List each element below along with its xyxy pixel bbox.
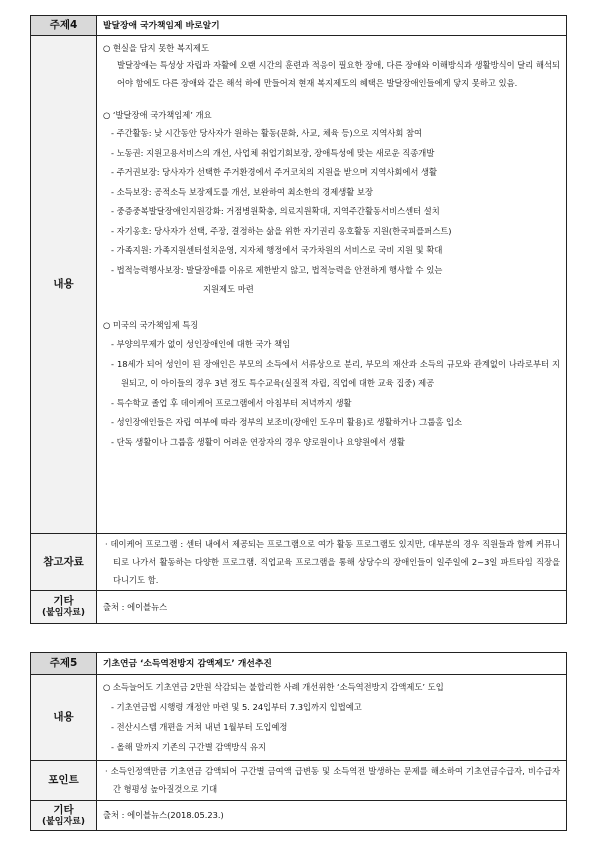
list-item: - 전산시스템 개편을 거쳐 내년 1월부터 도입예정 [111,722,288,732]
list-item: - 18세가 되어 성인이 된 장애인은 부모의 소득에서 서류상으로 분리, 부모의 재산과 소득의 규모와 관계없이 나라로부터 지원되고, 이 아이들의 경우 3년 정도 특수교육(실질적 자립, 직업에 대한 교육 집중) 제공 [111,358,560,389]
section4-heading2: ○ ‘발달장애 국가책임제’ 개요 [103,110,212,121]
section5-title: 기초연금 ‘소득역전방지 감액제도’ 개선추진 [103,658,272,669]
list-item-continuation: 지원제도 마련 [203,284,254,295]
list-item: - 자기옹호: 당사자가 선택, 주장, 결정하는 삶을 위한 자기권리 옹호활동 지원(한국피플퍼스트) [111,225,452,236]
section4-source: 출처 : 에이블뉴스 [103,602,168,613]
section4-etc-label: 기타 [53,595,74,608]
list-item: - 단독 생활이나 그룹홈 생활이 어려운 연장자의 경우 양로원이나 요양원에서 생활 [111,436,405,447]
section4-content [97,36,567,534]
list-item: - 올해 말까지 기존의 구간별 감액방식 유지 [111,742,267,752]
section5-etc-sub: (붙임자료) [41,816,85,827]
list-item: - 중증중복발달장애인지원강화: 거점병원확충, 의료지원확대, 지역주간활동서비스센터 설치 [111,206,440,217]
list-item: - 가족지원: 가족지원센터설치운영, 지자체 행정에서 국가차원의 서비스로 국비 지원 및 확대 [111,245,443,256]
section4-content-label: 내용 [31,36,97,534]
section5-table [30,652,567,831]
section5-point-text: · 소득인정액만큼 기초연금 감액되어 구간별 금여액 급변동 및 소득역전 발생하는 문제를 해소하여 기초연금수급자, 비수급자간 형평성 높아질것으로 기대 [105,766,560,794]
section4-para1: 발달장애는 특성상 자립과 자활에 오랜 시간의 훈련과 적응이 필요한 장애, 다른 장애와 이해방식과 생활방식이 달리 해석되어야 함에도 다른 장애와 같은 해석 하에 만들어져 현재 복지제도의 혜택은 발달장애인들에게 닿지 못하고 있음. [117,60,560,89]
section4-title: 발달장애 국가책임제 바로알기 [103,21,220,31]
list-item: - 주거권보장: 당사자가 선택한 주거환경에서 주거코치의 지원을 받으며 지역사회에서 생활 [111,167,438,178]
list-item: - 주간활동: 낮 시간동안 당사자가 원하는 활동(문화, 사교, 체육 등)으로 지역사회 참여 [111,128,423,139]
section4-ref-text: · 데이케어 프로그램 : 센터 내에서 제공되는 프로그램으로 여가 활동 프로그램도 있지만, 대부분의 경우 직원들과 함께 커뮤니티로 나가서 활동하는 다양한 프로그램. 직업교육 프로그램을 통해 상당수의 장애인들이 일주일에 2~3일 파트타임 직장을 다니기도 함. [105,539,560,586]
section4-heading3: ○ 미국의 국가책임제 특징 [103,319,199,330]
section5-source: 출처 : 에이블뉴스(2018.05.23.) [103,810,224,821]
list-item: - 기초연금법 시행령 개정안 마련 및 5. 24입부터 7.3입까지 입법예고 [111,702,362,712]
section4-etc-sub: (붙임자료) [41,608,85,619]
list-item: - 노동권: 지원고용서비스의 개선, 사업체 취업기회보장, 장애특성에 맞는 새로운 직종개발 [111,147,435,158]
list-item: - 소득보장: 공적소득 보장제도를 개선, 보완하여 최소한의 경제생활 보장 [111,186,373,197]
section5-content-label: 내용 [31,675,97,761]
section4-heading1: ○ 현실을 담지 못한 복지제도 [103,43,209,54]
list-item: - 부양의무제가 없이 성인장애인에 대한 국가 책임 [111,339,291,350]
list-item: - 성인장애인들은 자립 여부에 따라 정부의 보조비(장애인 도우미 활용)로 생활하거나 그룹홈 입소 [111,417,463,428]
section4-ref-label: 참고자료 [31,534,97,591]
section5-label: 주제5 [31,653,97,675]
section4-label: 주제4 [31,16,97,36]
section4-table [30,15,567,624]
section5-heading1: ○ 소득늘어도 기초연금 2만원 삭감되는 불합리한 사례 개선위한 ‘소득역전방지 감액제도’ 도입 [103,682,444,692]
section5-etc-label: 기타 [53,803,74,816]
list-item: - 법적능력행사보장: 발달장애를 이유로 제한받지 않고, 법적능력을 안전하게 행사할 수 있는 [111,264,443,275]
section5-point-label: 포인트 [31,761,97,801]
list-item: - 특수학교 졸업 후 데이케어 프로그램에서 아침부터 저녁까지 생활 [111,397,352,408]
